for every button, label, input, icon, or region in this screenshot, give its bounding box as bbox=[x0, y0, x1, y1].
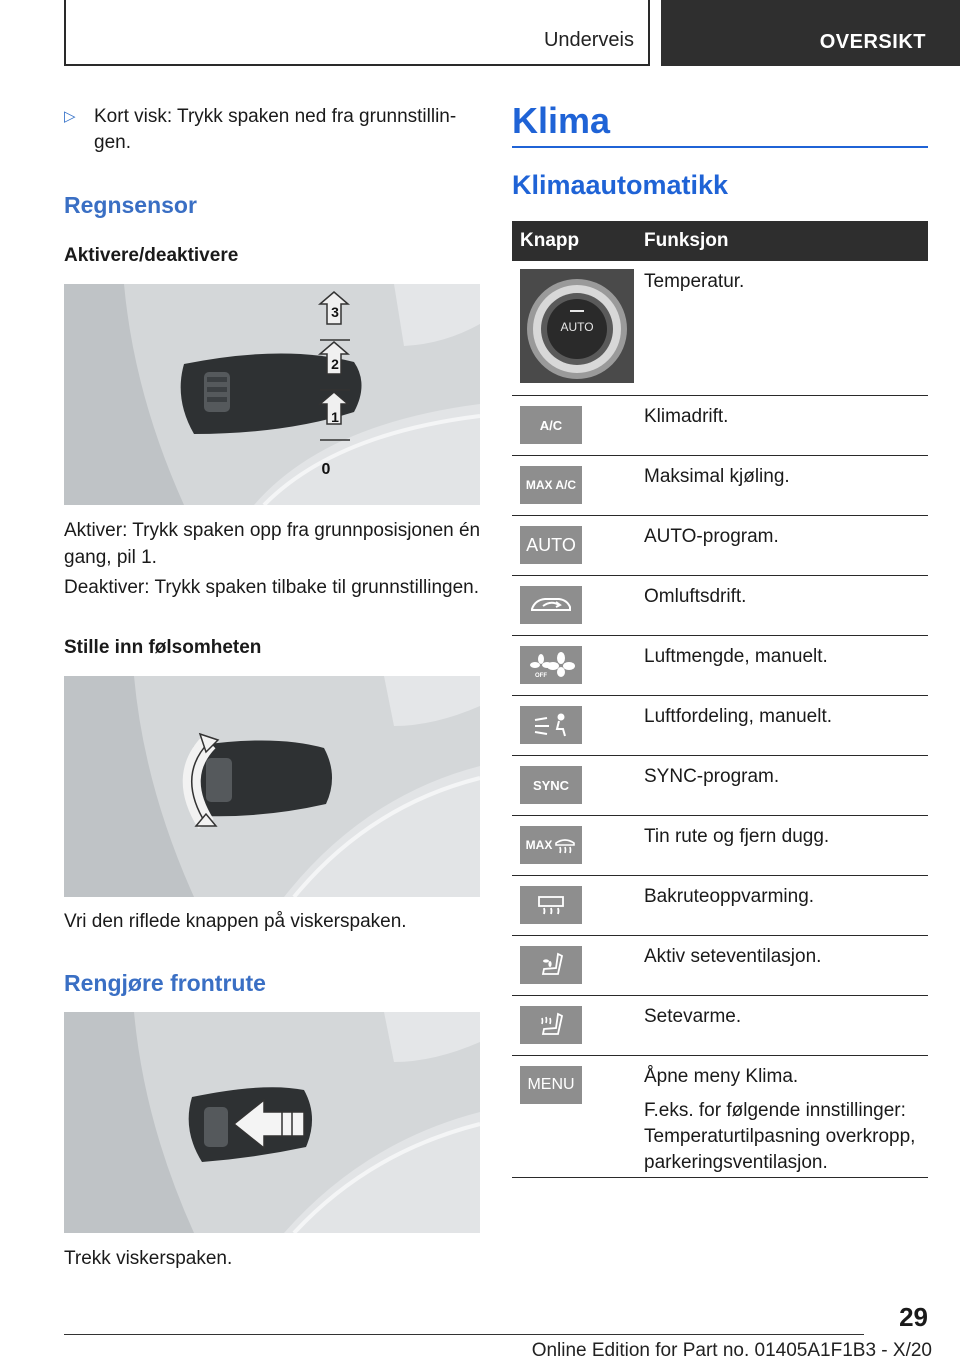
sensitivity-text: Vri den riflede knappen på viskerspaken. bbox=[64, 911, 407, 932]
figure-wiper-knurled-ring bbox=[64, 676, 480, 897]
table-row bbox=[512, 1056, 928, 1178]
table-row bbox=[512, 876, 928, 936]
bullet-text: Kort visk: Trykk spaken ned fra grunnstillin-gen. bbox=[94, 106, 457, 153]
table-row bbox=[512, 696, 928, 756]
table-row bbox=[512, 576, 928, 636]
max-defrost-label: MAX bbox=[525, 838, 553, 852]
subheading-activate: Aktivere/deaktivere bbox=[64, 245, 239, 266]
heading-rain-sensor: Regnsensor bbox=[64, 192, 197, 218]
table-row bbox=[512, 996, 928, 1056]
menu-icon: MENU bbox=[520, 1066, 582, 1104]
bullet-short-wipe bbox=[64, 104, 484, 156]
table-row bbox=[512, 261, 928, 396]
temperature-knob-icon bbox=[520, 269, 634, 383]
section-tab-underveis[interactable] bbox=[64, 0, 650, 66]
figure-label-1: 1 bbox=[331, 409, 339, 425]
function-text: Åpne meny Klima. bbox=[644, 1066, 799, 1087]
activate-text: Aktiver: Trykk spaken opp fra grunnposisjonen én gang, pil 1. bbox=[64, 520, 481, 568]
max-defrost-icon bbox=[520, 826, 582, 864]
table-header bbox=[512, 221, 928, 261]
figure-label-0: 0 bbox=[321, 461, 331, 478]
max-ac-icon: MAX A/C bbox=[520, 466, 582, 504]
function-text: Setevarme. bbox=[644, 1006, 742, 1027]
figure-label-2: 2 bbox=[331, 356, 339, 372]
function-text: AUTO-program. bbox=[644, 526, 779, 547]
page-number: 29 bbox=[899, 1302, 928, 1332]
function-text: Omluftsdrift. bbox=[644, 586, 747, 607]
function-text: Tin rute og fjern dugg. bbox=[644, 826, 830, 847]
recirculation-icon bbox=[520, 586, 582, 624]
function-text: Maksimal kjøling. bbox=[644, 466, 790, 487]
heading-clean-windscreen: Rengjøre frontrute bbox=[64, 970, 266, 996]
deactivate-text: Deaktiver: Trykk spaken tilbake til grunnstillingen. bbox=[64, 577, 480, 598]
function-text: Luftmengde, manuelt. bbox=[644, 646, 828, 667]
function-text: SYNC-program. bbox=[644, 766, 780, 787]
table-row bbox=[512, 636, 928, 696]
rear-defrost-icon bbox=[520, 886, 582, 924]
seat-ventilation-icon bbox=[520, 946, 582, 984]
section-title-klima: Klima bbox=[512, 100, 611, 141]
section-tab-active-label: OVERSIKT bbox=[819, 31, 926, 53]
auto-icon: AUTO bbox=[520, 526, 582, 564]
footer-divider bbox=[64, 1334, 864, 1335]
figure-wiper-pull bbox=[64, 1012, 480, 1233]
pull-text: Trekk viskerspaken. bbox=[64, 1248, 233, 1269]
section-tab-label: Underveis bbox=[543, 29, 634, 51]
function-extra-text: F.eks. for følgende innstillinger: Temperaturtilpasning overkropp, parkeringsventilasjon. bbox=[644, 1100, 916, 1173]
fan-icon bbox=[520, 646, 582, 684]
footer-edition-text: Online Edition for Part no. 01405A1F1B3 - X/20 bbox=[531, 1340, 932, 1361]
table-row bbox=[512, 516, 928, 576]
title-divider bbox=[512, 146, 928, 148]
table-row bbox=[512, 456, 928, 516]
sync-icon: SYNC bbox=[520, 766, 582, 804]
triangle-bullet-icon: ▷ bbox=[64, 108, 76, 125]
ac-icon: A/C bbox=[520, 406, 582, 444]
figure-label-3: 3 bbox=[331, 304, 339, 320]
table-row bbox=[512, 816, 928, 876]
table-row bbox=[512, 936, 928, 996]
table-row bbox=[512, 756, 928, 816]
section-tab-oversikt[interactable] bbox=[661, 0, 960, 66]
function-text: Temperatur. bbox=[644, 271, 745, 292]
table-row bbox=[512, 396, 928, 456]
subtitle-klimaautomatikk: Klimaautomatikk bbox=[512, 170, 729, 200]
function-text-menu bbox=[644, 1064, 928, 1176]
svg-text:OFF: OFF bbox=[535, 673, 547, 678]
column-header-function: Funksjon bbox=[644, 230, 729, 251]
function-text: Aktiv seteventilasjon. bbox=[644, 946, 822, 967]
climate-button-table bbox=[512, 221, 928, 1178]
column-header-button: Knapp bbox=[520, 230, 580, 251]
function-text: Bakruteoppvarming. bbox=[644, 886, 815, 907]
knob-auto-label: AUTO bbox=[560, 320, 594, 334]
function-text: Klimadrift. bbox=[644, 406, 729, 427]
function-text: Luftfordeling, manuelt. bbox=[644, 706, 833, 727]
air-distribution-icon bbox=[520, 706, 582, 744]
figure-wiper-lever-positions bbox=[64, 284, 480, 505]
subheading-sensitivity: Stille inn følsomheten bbox=[64, 637, 262, 658]
seat-heating-icon bbox=[520, 1006, 582, 1044]
